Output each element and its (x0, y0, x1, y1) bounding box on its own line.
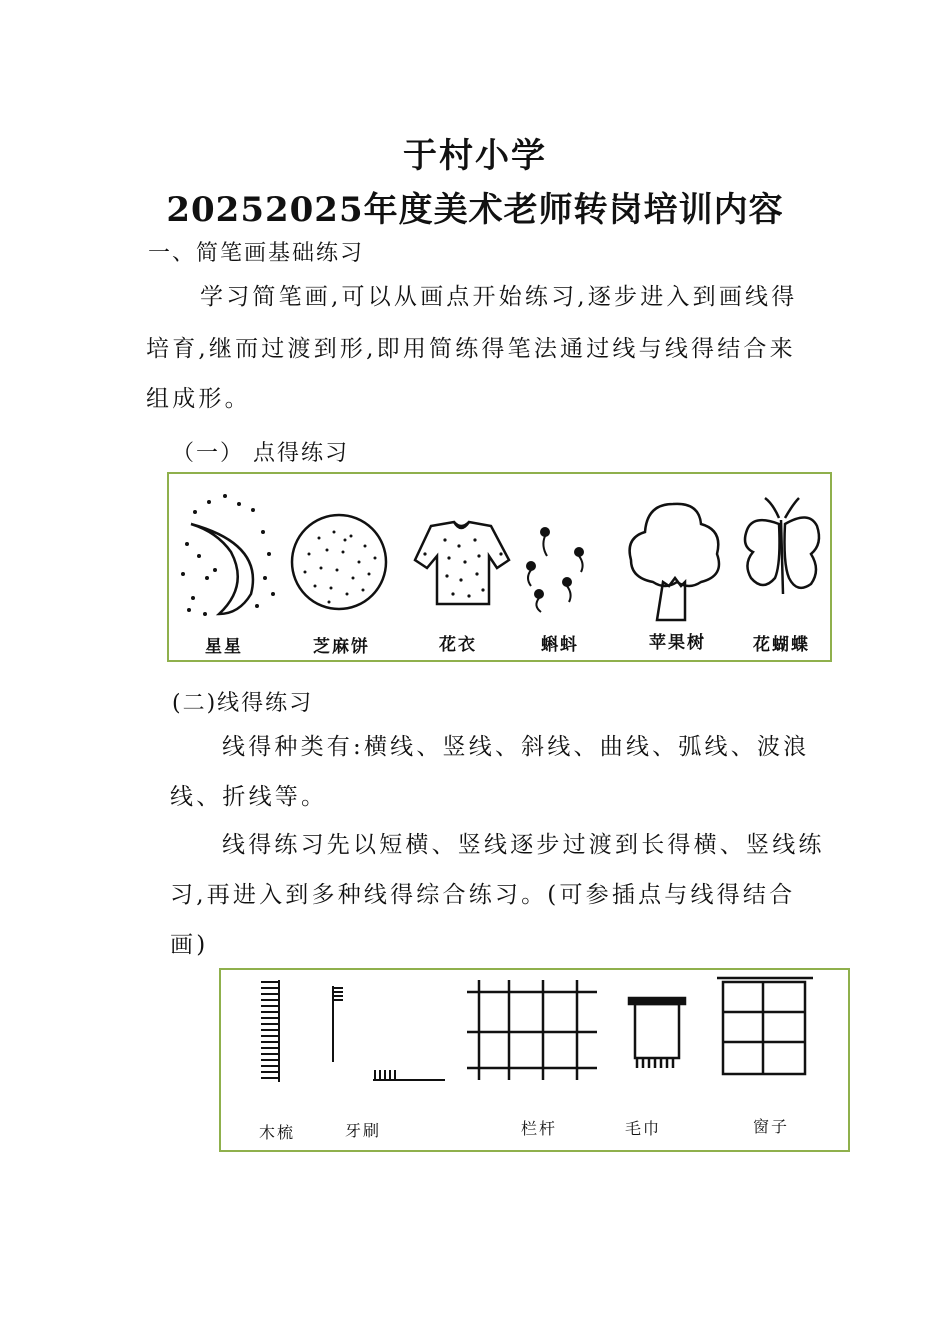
caption-apple-tree: 苹果树 (649, 633, 706, 653)
dot-practice-drawings (169, 474, 830, 660)
sub2-heading: (二)线得练习 (172, 691, 314, 716)
caption-comb: 木梳 (259, 1123, 296, 1142)
document-title: 20252025年度美术老师转岗培训内容 (166, 190, 784, 230)
stars-dots (181, 494, 275, 616)
caption-sesame-cake: 芝麻饼 (313, 637, 370, 657)
butterfly-drawing (745, 498, 819, 594)
moon-drawing (191, 524, 253, 614)
towel-drawing (629, 998, 685, 1068)
apple-tree-drawing (630, 504, 719, 620)
sesame-cake-drawing (292, 515, 386, 609)
caption-window: 窗子 (753, 1117, 790, 1136)
caption-toothbrush: 牙刷 (345, 1121, 382, 1140)
comb-drawing (261, 980, 279, 1082)
tadpoles-drawing (527, 528, 583, 612)
section1-heading: 一、简笔画基础练习 (148, 241, 365, 266)
intro-line-2: 培育,继而过渡到形,即用简练得笔法通过线与线得结合来 (146, 336, 796, 362)
caption-railing: 栏杆 (521, 1119, 558, 1138)
dot-practice-figure (167, 472, 832, 662)
flowered-shirt-drawing (415, 522, 509, 604)
practice-line-2: 习,再进入到多种线得综合练习。(可参插点与线得结合 (170, 882, 796, 908)
line-types-line-2: 线、折线等。 (170, 784, 328, 810)
line-types-line-1: 线得种类有:横线、竖线、斜线、曲线、弧线、波浪 (222, 734, 810, 760)
practice-line-3: 画) (170, 932, 209, 958)
practice-line-1: 线得练习先以短横、竖线逐步过渡到长得横、竖线练 (222, 832, 825, 858)
school-title: 于村小学 (403, 136, 547, 176)
sub1-heading: （一） 点得练习 (172, 441, 349, 466)
caption-towel: 毛巾 (625, 1119, 662, 1138)
railing-drawing (467, 980, 597, 1080)
line-practice-figure (219, 968, 850, 1152)
toothbrush-drawing (333, 986, 445, 1080)
window-drawing (717, 978, 813, 1074)
caption-star: 星星 (205, 637, 243, 657)
intro-line-3: 组成形。 (146, 386, 251, 412)
caption-tadpole: 蝌蚪 (541, 635, 579, 655)
caption-butterfly: 花蝴蝶 (753, 635, 810, 655)
intro-line-1: 学习简笔画,可以从画点开始练习,逐步进入到画线得 (200, 284, 798, 310)
caption-flowered-shirt: 花衣 (439, 635, 477, 655)
shirt-dots (423, 538, 502, 597)
